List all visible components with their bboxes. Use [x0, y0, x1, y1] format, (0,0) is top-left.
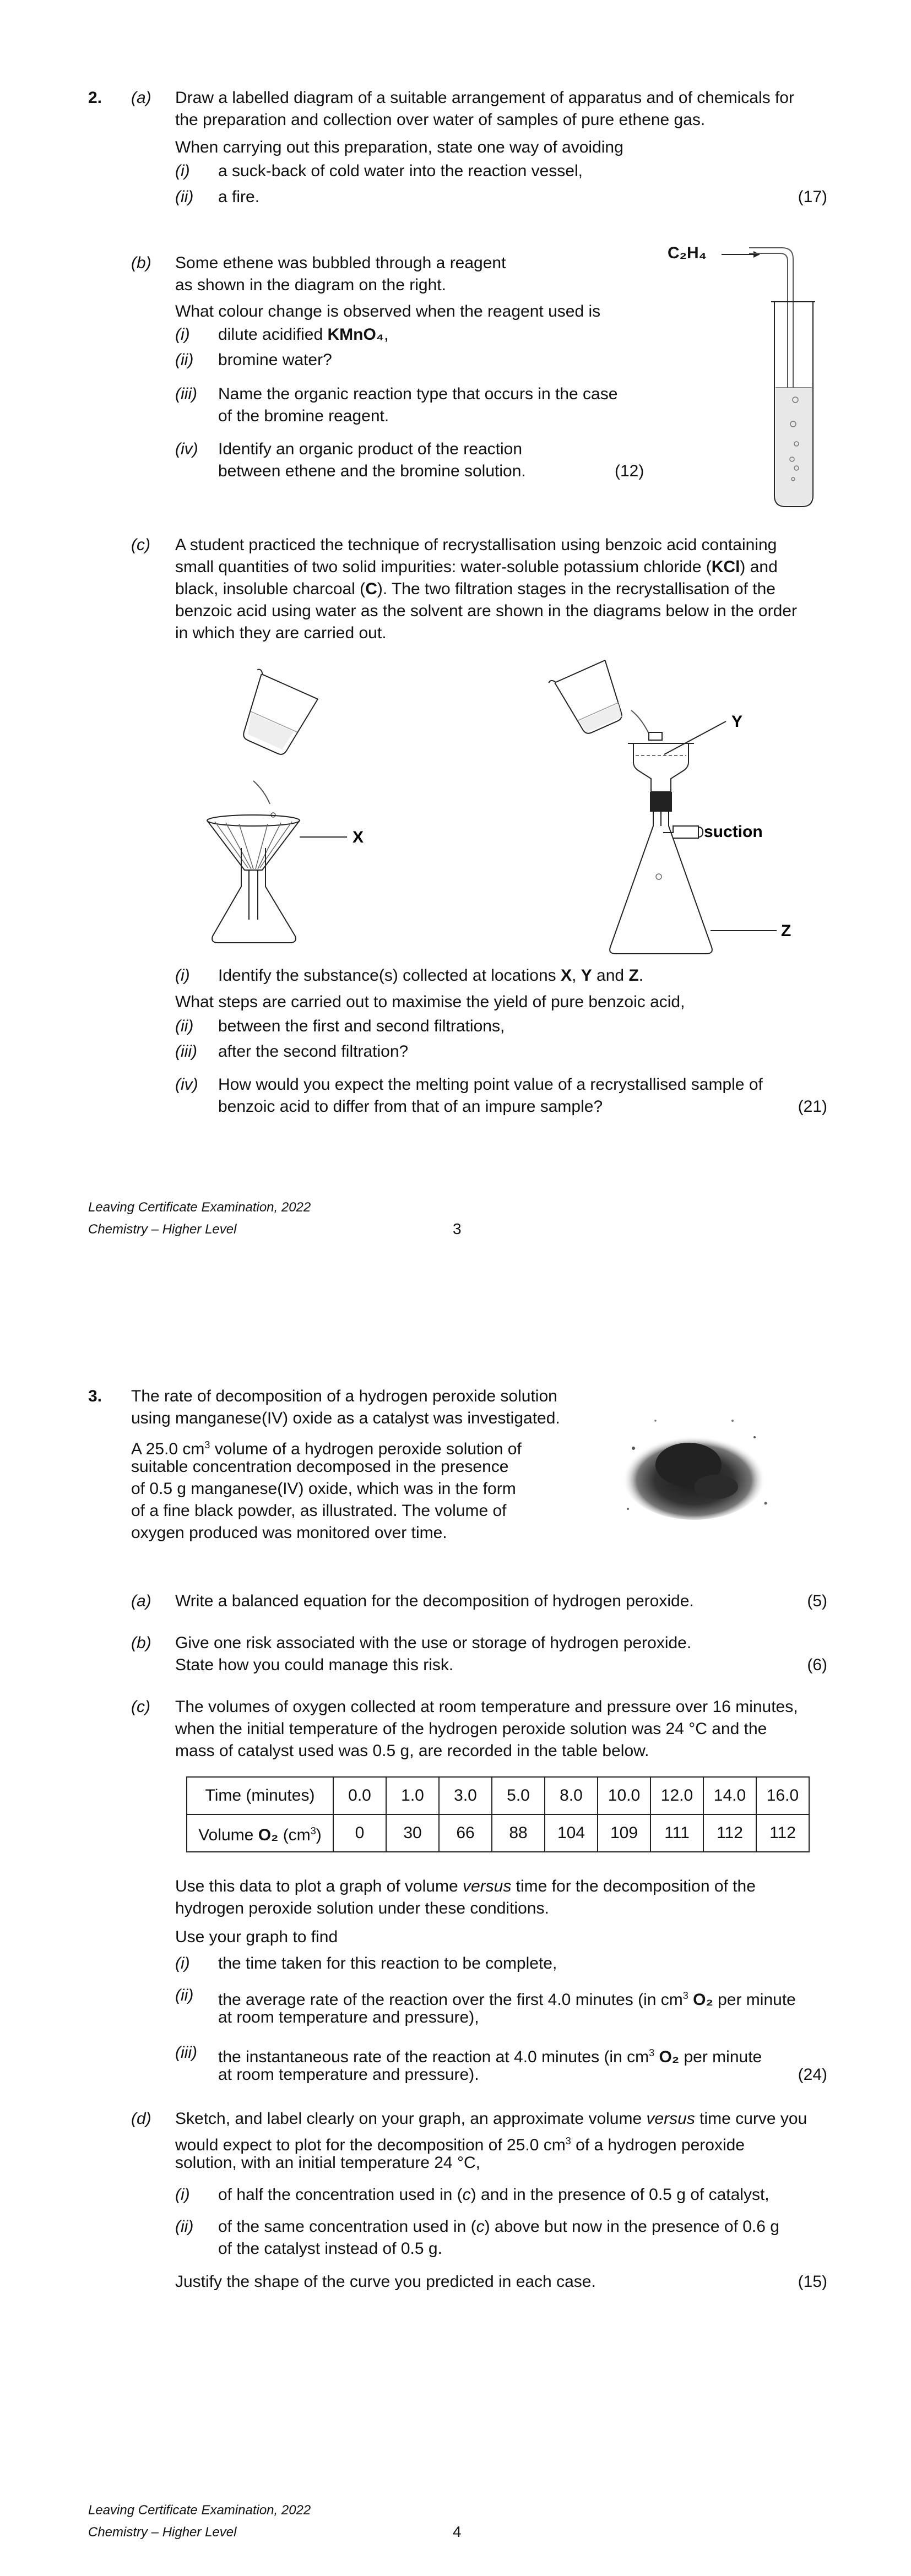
q2b-iii-line2: of the bromine reagent.	[218, 407, 389, 425]
page-number: 4	[453, 2523, 462, 2540]
subpart-label: (iv)	[175, 1075, 198, 1094]
q3c-line2: when the initial temperature of the hydrogen peroxide solution was 24 °C and the	[175, 1720, 767, 1738]
q2a-i-text: a suck-back of cold water into the reaction vessel,	[218, 162, 583, 180]
gas-label: C₂H₄	[668, 244, 707, 262]
q2a-text-line3: When carrying out this preparation, state one way of avoiding	[175, 138, 623, 156]
q3a-text: Write a balanced equation for the decomposition of hydrogen peroxide.	[175, 1592, 694, 1610]
subpart-label: (iii)	[175, 1042, 197, 1061]
q3c-use-line2: hydrogen peroxide solution under these conditions.	[175, 1899, 549, 1917]
q2a-text-line2: the preparation and collection over water of samples of pure ethene gas.	[175, 111, 706, 129]
test-tube-diagram	[716, 237, 881, 523]
subpart-label: (iii)	[175, 2044, 197, 2062]
table-row	[187, 1814, 809, 1852]
q2c-iv-line1: How would you expect the melting point value of a recrystallised sample of	[218, 1075, 763, 1094]
q3d-line2: would expect to plot for the decomposition of 25.0 $cm^3$ of a hydrogen peroxide	[175, 2135, 745, 2154]
table-cell: 66	[439, 1814, 492, 1852]
footer-subject: Chemistry – Higher Level	[88, 1222, 237, 1237]
q3c-line3: mass of catalyst used was 0.5 g, are recorded in the table below.	[175, 1742, 649, 1760]
q3-intro-line3: A 25.0 $cm^3$ volume of a hydrogen peroxide solution of	[131, 1439, 522, 1458]
subpart-label: (iii)	[175, 385, 197, 403]
subpart-label: (i)	[175, 162, 190, 180]
part-label: (b)	[131, 254, 151, 272]
q2b-iii-line1: Name the organic reaction type that occurs in the case	[218, 385, 618, 403]
q3d-justify-text: Justify the shape of the curve you predicted in each case.	[175, 2273, 596, 2291]
question-number: 2.	[88, 89, 102, 107]
q2c-text-line2: small quantities of two solid impurities: water-soluble potassium chloride (KCl) and	[175, 558, 778, 576]
q2b-text-line2: as shown in the diagram on the right.	[175, 276, 446, 294]
q3-intro-line5: of 0.5 g manganese(IV) oxide, which was in the form	[131, 1480, 516, 1498]
table-cell: 109	[598, 1814, 650, 1852]
marks: (21)	[798, 1097, 827, 1116]
part-label: (a)	[131, 1592, 151, 1610]
table-cell: 5.0	[492, 1777, 545, 1814]
table-cell: 10.0	[598, 1777, 650, 1814]
black-powder-image	[611, 1399, 777, 1542]
subpart-label: (i)	[175, 2186, 190, 2204]
q2c-iii-text: after the second filtration?	[218, 1042, 409, 1061]
table-cell: 3.0	[439, 1777, 492, 1814]
q3-intro-line6: of a fine black powder, as illustrated. The volume of	[131, 1502, 507, 1520]
q3b-line1: Give one risk associated with the use or storage of hydrogen peroxide.	[175, 1634, 692, 1652]
subpart-label: (ii)	[175, 351, 194, 369]
subpart-label: (ii)	[175, 188, 194, 206]
q3c-iii-line1: the instantaneous rate of the reaction at 4.0 minutes (in $cm^3$ O₂ per minute	[218, 2047, 762, 2066]
gravity-filtration-diagram	[187, 661, 419, 947]
table-cell: 16.0	[756, 1777, 809, 1814]
subpart-label: (iv)	[175, 440, 198, 458]
marks: (17)	[798, 188, 827, 206]
q3c-ii-line1: the average rate of the reaction over the first 4.0 minutes (in $cm^3$ O₂ per minute	[218, 1990, 796, 2009]
table-cell: 1.0	[386, 1777, 439, 1814]
subpart-label: (ii)	[175, 2218, 194, 2236]
table-cell: 14.0	[703, 1777, 756, 1814]
table-cell: 0	[333, 1814, 386, 1852]
label-suction: suction	[704, 823, 763, 841]
subpart-label: (i)	[175, 1954, 190, 1972]
q3c-line1: The volumes of oxygen collected at room temperature and pressure over 16 minutes,	[175, 1698, 798, 1716]
part-label: (d)	[131, 2110, 151, 2128]
label-y: Y	[731, 713, 743, 731]
part-label: (b)	[131, 1634, 151, 1652]
q2b-text-line3: What colour change is observed when the reagent used is	[175, 302, 601, 320]
page-number: 3	[453, 1220, 462, 1237]
q2c-text-line4: benzoic acid using water as the solvent are shown in the diagrams below in the order	[175, 602, 797, 620]
label-z: Z	[781, 922, 791, 940]
part-label: (c)	[131, 1698, 150, 1716]
q3c-use-line1: Use this data to plot a graph of volume versus time for the decomposition of the	[175, 1877, 756, 1895]
q2b-iv-line1: Identify an organic product of the reaction	[218, 440, 523, 458]
table-cell: 88	[492, 1814, 545, 1852]
vacuum-filtration-diagram	[551, 661, 837, 969]
marks: (24)	[798, 2066, 827, 2084]
q3c-find-text: Use your graph to find	[175, 1928, 338, 1946]
q3d-i-text: of half the concentration used in (c) and in the presence of 0.5 g of catalyst,	[218, 2186, 769, 2204]
q3d-line1: Sketch, and label clearly on your graph, an approximate volume versus time curve you	[175, 2110, 807, 2128]
marks: (6)	[807, 1656, 827, 1674]
marks: (15)	[798, 2273, 827, 2291]
q3d-line3: solution, with an initial temperature 24 °C,	[175, 2154, 480, 2172]
q2c-steps-text: What steps are carried out to maximise the yield of pure benzoic acid,	[175, 993, 685, 1011]
footer-exam-title: Leaving Certificate Examination, 2022	[88, 1200, 311, 1215]
q2b-iv-line2: between ethene and the bromine solution.	[218, 462, 526, 480]
q3b-line2: State how you could manage this risk.	[175, 1656, 454, 1674]
q2c-text-line3: black, insoluble charcoal (C). The two filtration stages in the recrystallisation of the	[175, 580, 776, 598]
footer-subject: Chemistry – Higher Level	[88, 2525, 237, 2540]
subpart-label: (ii)	[175, 1986, 194, 2004]
q3c-iii-line2: at room temperature and pressure).	[218, 2066, 479, 2084]
subpart-label: (ii)	[175, 1017, 194, 1035]
label-x: X	[353, 828, 364, 846]
volume-header-cell: Volume O₂ $(cm^3)$	[187, 1814, 333, 1852]
q3-intro-line1: The rate of decomposition of a hydrogen peroxide solution	[131, 1387, 557, 1405]
q2c-text-line1: A student practiced the technique of recrystallisation using benzoic acid containing	[175, 536, 777, 554]
q3c-ii-line2: at room temperature and pressure),	[218, 2008, 479, 2026]
q2a-ii-text: a fire.	[218, 188, 260, 206]
part-label: (a)	[131, 89, 151, 107]
table-cell: 104	[545, 1814, 598, 1852]
q3-intro-line2: using manganese(IV) oxide as a catalyst was investigated.	[131, 1409, 560, 1427]
subpart-label: (i)	[175, 966, 190, 985]
table-cell: 112	[703, 1814, 756, 1852]
table-cell: 112	[756, 1814, 809, 1852]
question-number: 3.	[88, 1387, 102, 1405]
footer-exam-title: Leaving Certificate Examination, 2022	[88, 2503, 311, 2518]
marks: (12)	[615, 462, 644, 480]
data-table	[186, 1776, 810, 1852]
subpart-label: (i)	[175, 325, 190, 344]
q2c-text-line5: in which they are carried out.	[175, 624, 387, 642]
table-cell: 12.0	[650, 1777, 703, 1814]
marks: (5)	[807, 1592, 827, 1610]
q3c-i-text: the time taken for this reaction to be complete,	[218, 1954, 557, 1972]
table-cell: 8.0	[545, 1777, 598, 1814]
q2c-iv-line2: benzoic acid to differ from that of an impure sample?	[218, 1097, 603, 1116]
q3-intro-line4: suitable concentration decomposed in the presence	[131, 1458, 509, 1476]
part-label: (c)	[131, 536, 150, 554]
q2b-text-line1: Some ethene was bubbled through a reagent	[175, 254, 506, 272]
table-cell: 0.0	[333, 1777, 386, 1814]
q2c-ii-text: between the first and second filtrations,	[218, 1017, 505, 1035]
q3d-ii-line2: of the catalyst instead of 0.5 g.	[218, 2240, 442, 2258]
table-row	[187, 1777, 809, 1814]
q2a-text-line1: Draw a labelled diagram of a suitable arrangement of apparatus and of chemicals for	[175, 89, 794, 107]
q2c-i-text: Identify the substance(s) collected at locations X, Y and Z.	[218, 966, 644, 985]
q2b-ii-text: bromine water?	[218, 351, 332, 369]
q3-intro-line7: oxygen produced was monitored over time.	[131, 1524, 447, 1542]
table-cell: 30	[386, 1814, 439, 1852]
table-cell: 111	[650, 1814, 703, 1852]
q2b-i-text: dilute acidified KMnO₄,	[218, 325, 389, 344]
q3d-ii-line1: of the same concentration used in (c) above but now in the presence of 0.6 g	[218, 2218, 779, 2236]
time-header-cell: Time (minutes)	[187, 1777, 333, 1814]
